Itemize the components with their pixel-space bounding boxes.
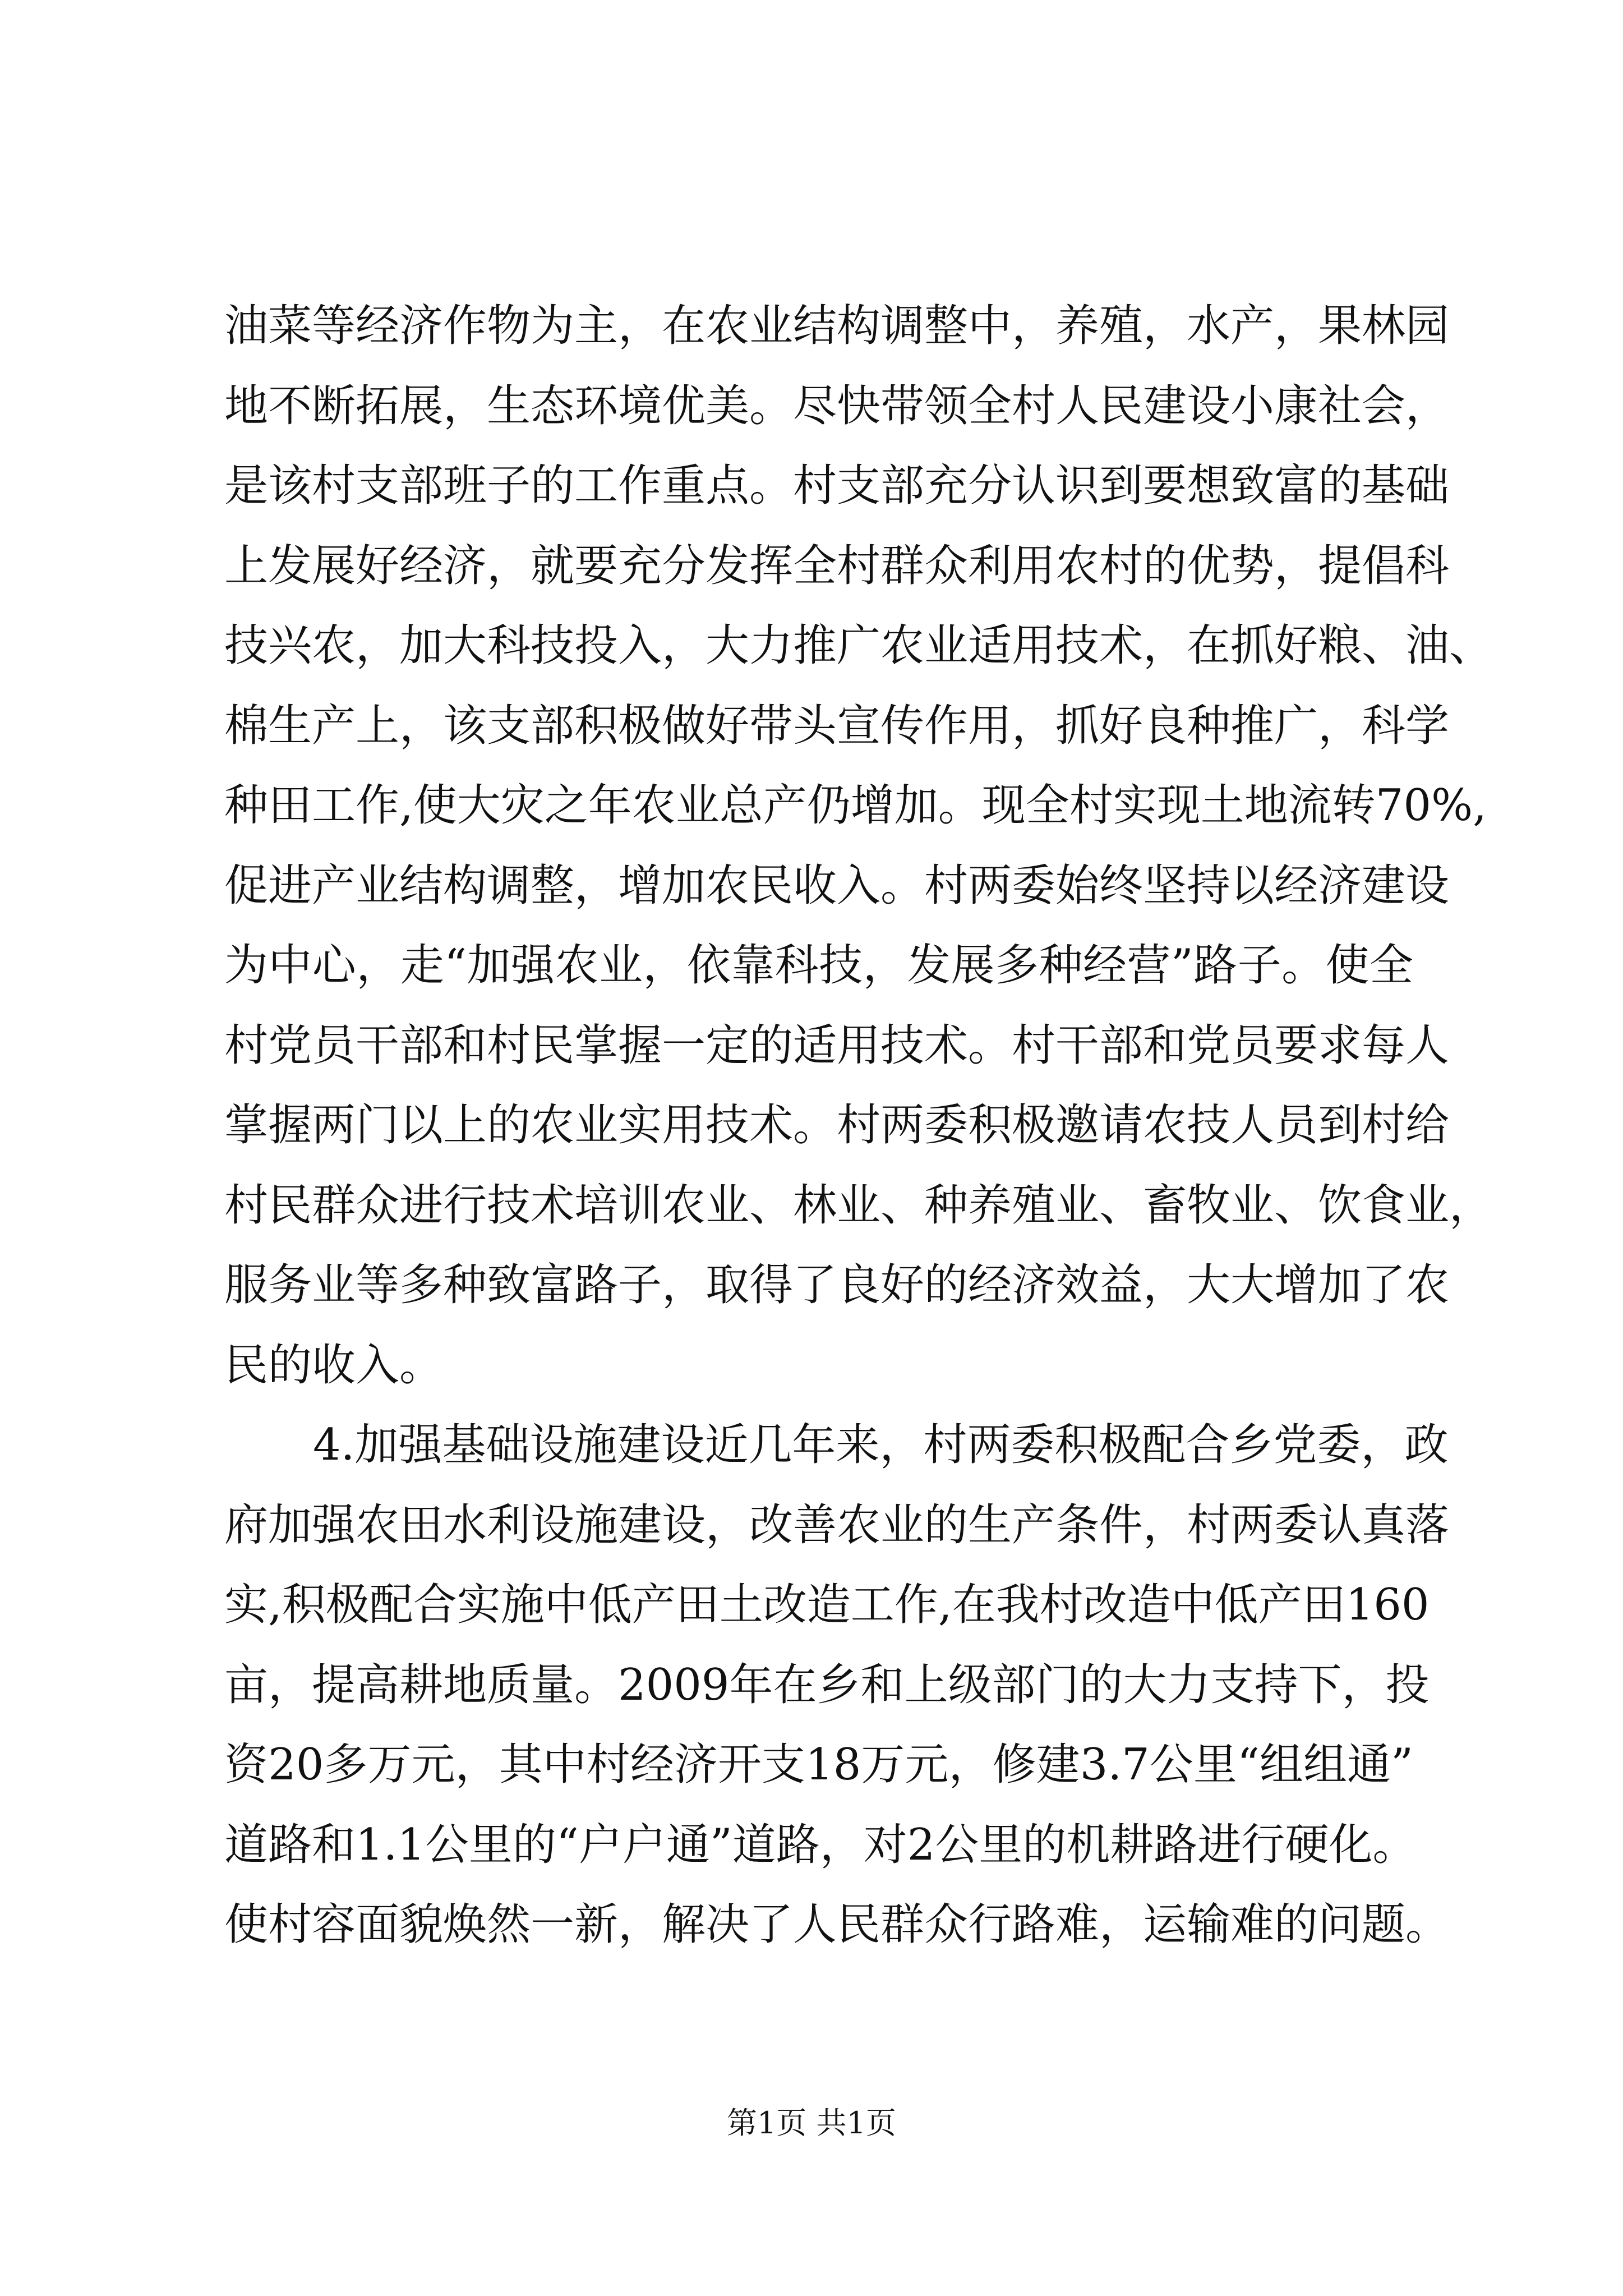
text-line: 亩，提高耕地质量。2009年在乡和上级部门的大力支持下，投	[224, 1659, 1430, 1710]
text-line: 府加强农田水利设施建设，改善农业的生产条件，村两委认真落	[224, 1499, 1450, 1550]
text-line: 村民群众进行技术培训农业、林业、种养殖业、畜牧业、饮食业，	[224, 1180, 1493, 1231]
page-footer	[0, 2104, 1623, 2143]
page-number: 第1页 共1页	[727, 2105, 896, 2141]
text-line: 使村容面貌焕然一新，解决了人民群众行路难，运输难的问题。	[224, 1899, 1450, 1950]
text-line: 棉生产上，该支部积极做好带头宣传作用，抓好良种推广，科学	[224, 700, 1450, 751]
text-line: 技兴农，加大科技投入，大力推广农业适用技术，在抓好粮、油、	[224, 620, 1493, 671]
text-line: 促进产业结构调整，增加农民收入。村两委始终坚持以经济建设	[224, 860, 1450, 911]
text-line: 上发展好经济，就要充分发挥全村群众利用农村的优势，提倡科	[224, 540, 1450, 591]
text-line: 村党员干部和村民掌握一定的适用技术。村干部和党员要求每人	[224, 1020, 1450, 1071]
document-body	[224, 286, 1493, 1965]
text-line: 为中心，走“加强农业，依靠科技，发展多种经营”路子。使全	[224, 940, 1413, 991]
text-line: 道路和1.1公里的“户户通”道路，对2公里的机耕路进行硬化。	[224, 1819, 1417, 1870]
text-line: 油菜等经济作物为主，在农业结构调整中，养殖，水产，果林园	[224, 301, 1450, 351]
paragraph-first-line: 4.加强基础设施建设近几年来，村两委积极配合乡党委，政	[313, 1420, 1449, 1470]
text-line: 服务业等多种致富路子，取得了良好的经济效益，大大增加了农	[224, 1260, 1450, 1310]
text-line: 种田工作,使大灾之年农业总产仍增加。现全村实现土地流转70%,	[224, 780, 1487, 831]
text-line: 掌握两门以上的农业实用技术。村两委积极邀请农技人员到村给	[224, 1100, 1450, 1151]
text-line: 实,积极配合实施中低产田土改造工作,在我村改造中低产田160	[224, 1580, 1430, 1630]
text-line: 资20多万元，其中村经济开支18万元，修建3.7公里“组组通”	[224, 1740, 1413, 1790]
text-line: 地不断拓展，生态环境优美。尽快带领全村人民建设小康社会，	[224, 380, 1450, 431]
text-line: 民的收入。	[224, 1340, 444, 1391]
text-line: 是该村支部班子的工作重点。村支部充分认识到要想致富的基础	[224, 461, 1450, 511]
